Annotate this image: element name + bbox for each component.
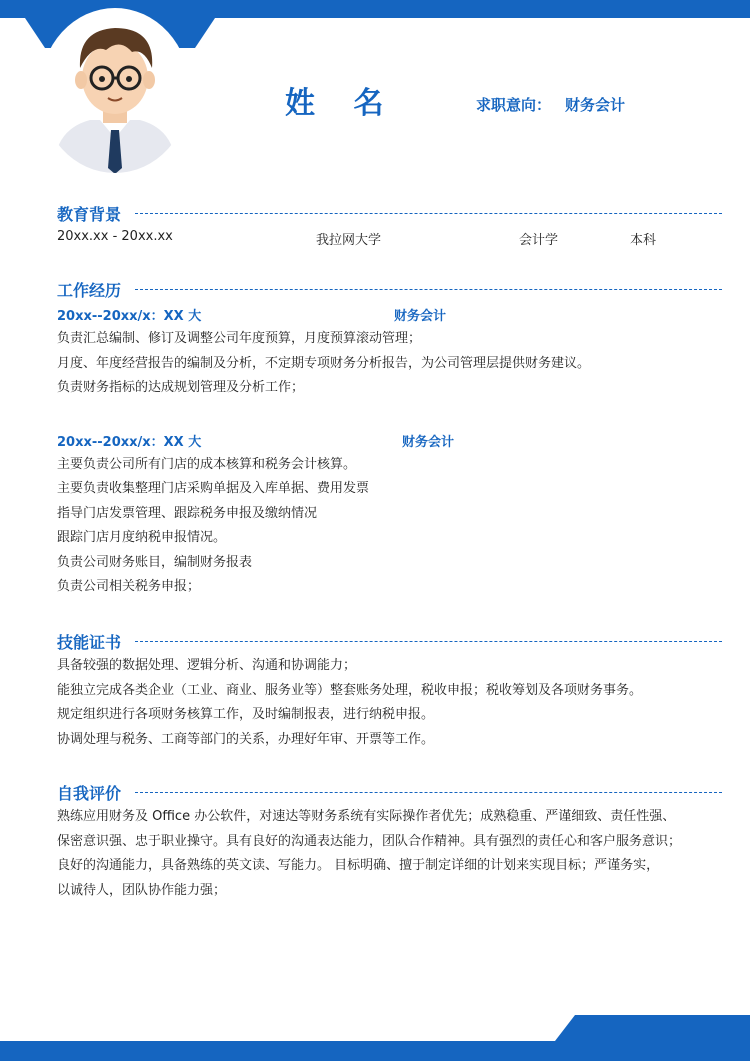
education-header (57, 202, 722, 226)
job-role: 财务会计 (394, 309, 447, 324)
job-duty: 负责财务指标的达成规划管理及分析工作； (57, 380, 305, 395)
cartoon-man-with-glasses-avatar-icon (40, 8, 190, 173)
self-eval-line: 保密意识强、忠于职业操守。具有良好的沟通表达能力，团队合作精神。具有强烈的责任心和客户服务意识； (57, 833, 682, 849)
education-row (57, 226, 722, 250)
bottom-decoration (0, 1010, 750, 1061)
education-school: 我拉网大学 (316, 233, 382, 248)
self-eval-line: 良好的沟通能力，具备熟练的英文读、写能力。 目标明确、擅于制定详细的计划来实现目标；严谨务实， (57, 858, 660, 873)
job-duty: 负责公司财务账目，编制财务报表 (57, 554, 253, 570)
section-divider (135, 213, 722, 214)
avatar (40, 8, 190, 173)
job-intent (476, 94, 625, 115)
job-intent-label: 求职意向： (476, 96, 552, 114)
education-degree: 本科 (630, 233, 657, 248)
skills-title: 技能证书 (57, 630, 131, 653)
education-date: 20xx.xx - 20xx.xx (57, 229, 173, 244)
job-header (57, 302, 722, 327)
job-duty: 月度、年度经营报告的编制及分析，不定期专项财务分析报告，为公司管理层提供财务建议。 (57, 355, 591, 371)
job-role: 财务会计 (402, 434, 455, 450)
skills-section (57, 630, 722, 752)
education-section (57, 202, 722, 250)
self-eval-line: 以诚待人，团队协作能力强； (57, 882, 227, 898)
candidate-name: 姓 名 (285, 86, 398, 121)
header (0, 0, 750, 200)
job-duty: 负责公司相关税务申报； (57, 579, 201, 594)
self-eval-header (57, 781, 722, 805)
education-title: 教育背景 (57, 202, 131, 225)
skill-line: 具备较强的数据处理、逻辑分析、沟通和协调能力； (57, 658, 357, 673)
job-period: 20xx--20xx/x：XX 大 (57, 309, 202, 324)
job-duty: 跟踪门店月度纳税申报情况。 (57, 530, 227, 545)
job-duty: 指导门店发票管理、跟踪税务申报及缴纳情况 (57, 505, 318, 521)
self-eval-title: 自我评价 (57, 781, 131, 804)
self-eval-section (57, 781, 722, 903)
job-header (57, 428, 722, 453)
job-period: 20xx--20xx/x：XX 大 (57, 434, 202, 450)
job-intent-value: 财务会计 (565, 96, 626, 114)
self-eval-line: 熟练应用财务及 Office 办公软件，对速达等财务系统有实际操作者优先；成熟稳重、严谨细致、责任性强、 (57, 809, 676, 824)
work-section (57, 278, 722, 600)
job-duty: 主要负责收集整理门店采购单据及入库单据、费用发票 (57, 481, 370, 496)
skill-line: 能独立完成各类企业（工业、商业、服务业等）整套账务处理，税收申报；税收筹划及各项财务事务。 (57, 682, 643, 698)
education-major: 会计学 (519, 233, 559, 248)
section-divider (135, 792, 722, 793)
job-duty: 主要负责公司所有门店的成本核算和税务会计核算。 (57, 456, 357, 472)
job-duty: 负责汇总编制、修订及调整公司年度预算，月度预算滚动管理； (57, 331, 422, 346)
skill-line: 规定组织进行各项财务核算工作，及时编制报表，进行纳税申报。 (57, 707, 435, 722)
section-divider (135, 641, 722, 642)
work-header (57, 278, 722, 302)
skills-header (57, 630, 722, 654)
section-divider (135, 289, 722, 290)
skill-line: 协调处理与税务、工商等部门的关系，办理好年审、开票等工作。 (57, 731, 435, 747)
work-title: 工作经历 (57, 278, 131, 301)
